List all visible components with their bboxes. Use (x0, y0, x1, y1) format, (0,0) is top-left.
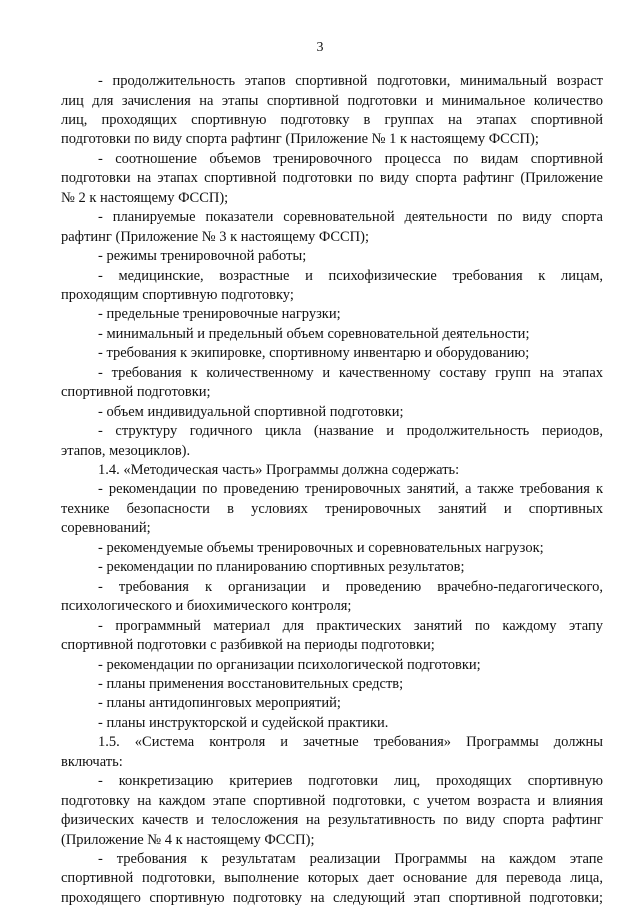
text-line: подготовки на этапах спортивной подготовки по виду спорта рафтинг (Приложение (61, 170, 603, 187)
text-line: технике безопасности в условиях тренировочных занятий и спортивных (61, 500, 603, 517)
text-line: - структуру годичного цикла (название и продолжительность периодов, (98, 423, 603, 440)
text-line: - рекомендации по планированию спортивных результатов; (98, 559, 465, 576)
text-line: - требования к количественному и качественному составу групп на этапах (98, 364, 603, 381)
text-line: физических качеств и телосложения на результативность по виду спорта рафтинг (61, 812, 603, 829)
text-line: - минимальный и предельный объем соревновательной деятельности; (98, 325, 530, 342)
text-line: - рекомендуемые объемы тренировочных и соревновательных нагрузок; (98, 539, 544, 556)
text-line: 1.4. «Методическая часть» Программы должна содержать: (98, 462, 460, 478)
text-line: лиц для зачисления на этапы спортивной подготовки и минимальное количество (61, 92, 603, 109)
text-line: этапов, мезоциклов). (61, 442, 191, 459)
text-line: спортивной подготовки, выполнение которых дает основание для перевода лица, (61, 870, 603, 887)
text-line: рафтинг (Приложение № 3 к настоящему ФССП); (61, 228, 369, 245)
text-line: - требования к результатам реализации Программы на каждом этапе (98, 851, 603, 867)
text-line: - требования к экипировке, спортивному инвентарю и оборудованию; (98, 345, 530, 362)
text-line: - рекомендации по организации психологической подготовки; (98, 656, 481, 673)
text-line: - режимы тренировочной работы; (98, 248, 307, 264)
text-line: проходящим спортивную подготовку; (61, 286, 294, 303)
text-line: (Приложение № 4 к настоящему ФССП); (61, 831, 315, 848)
text-line: - планируемые показатели соревновательной деятельности по виду спорта (98, 209, 603, 226)
text-line: спортивной подготовки; (61, 384, 211, 401)
text-line: - конкретизацию критериев подготовки лиц, проходящих спортивную (98, 773, 603, 790)
text-line: - рекомендации по проведению тренировочных занятий, а также требования к (98, 481, 603, 498)
text-line: подготовку на каждом этапе спортивной подготовки, с учетом возраста и влияния (61, 792, 603, 809)
text-line: - медицинские, возрастные и психофизические требования к лицам, (98, 267, 603, 284)
text-line: подготовки по виду спорта рафтинг (Приложение № 1 к настоящему ФССП); (61, 131, 539, 148)
text-line: - продолжительность этапов спортивной подготовки, минимальный возраст (98, 73, 603, 89)
text-line: включать: (61, 753, 123, 770)
text-line: соревнований; (61, 520, 151, 537)
text-line: 1.5. «Система контроля и зачетные требования» Программы должны (98, 734, 603, 751)
text-line: психологического и биохимического контроля; (61, 598, 352, 615)
text-line: лиц, проходящих спортивную подготовку в группах на этапах спортивной (61, 111, 603, 128)
text-line: - планы антидопинговых мероприятий; (98, 695, 341, 712)
text-line: - объем индивидуальной спортивной подготовки; (98, 403, 404, 420)
text-line: спортивной подготовки с разбивкой на периоды подготовки; (61, 637, 435, 653)
text-line: - предельные тренировочные нагрузки; (98, 306, 341, 323)
text-line: № 2 к настоящему ФССП); (61, 189, 229, 206)
text-line: - планы инструкторской и судейской практики. (98, 714, 389, 731)
text-line: - программный материал для практических занятий по каждому этапу (98, 617, 603, 634)
text-line: проходящего спортивную подготовку на следующий этап спортивной подготовки; (61, 889, 603, 906)
text-line: - соотношение объемов тренировочного процесса по видам спортивной (98, 150, 603, 167)
page-number: 3 (316, 40, 324, 55)
text-line: - требования к организации и проведению врачебно-педагогического, (98, 578, 603, 595)
text-line: - планы применения восстановительных средств; (98, 675, 404, 692)
